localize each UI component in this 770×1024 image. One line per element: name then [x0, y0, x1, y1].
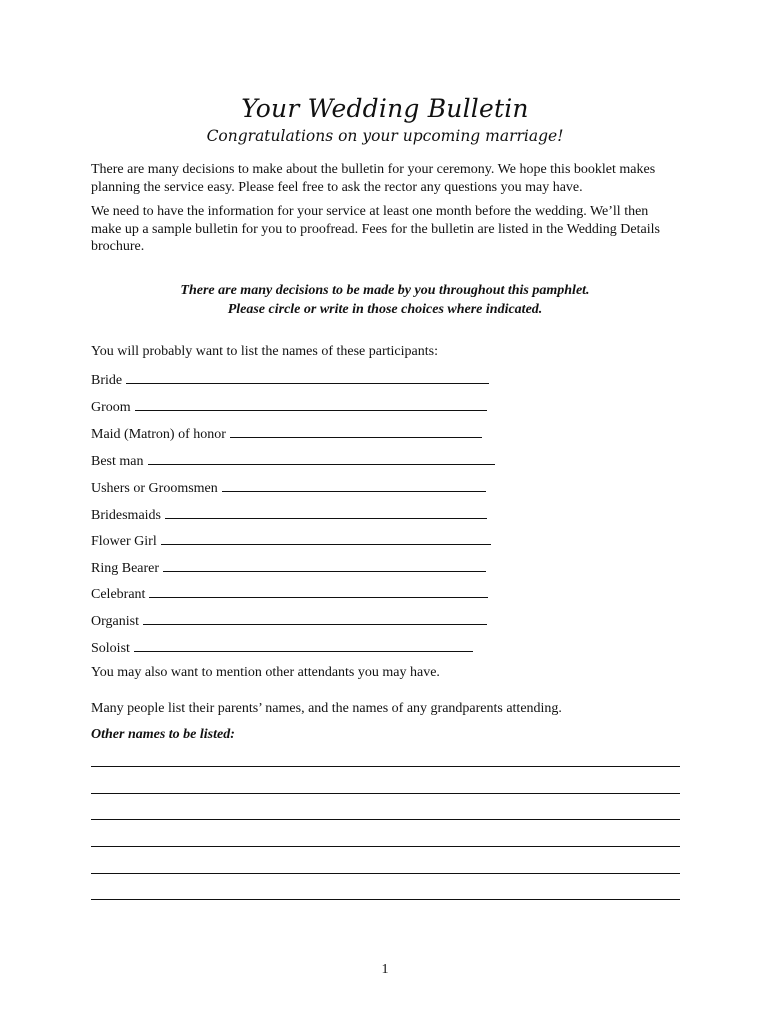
field-bride	[91, 370, 489, 390]
intro-paragraph: There are many decisions to make about the bulletin for your ceremony. We hope this booklet makes planning the service easy. Please feel free to ask the rector any questions you may have.	[91, 162, 656, 195]
field-label: Flower Girl	[91, 534, 157, 549]
field-best-man	[91, 451, 495, 471]
instruction-note	[0, 281, 770, 319]
page-number: 1	[381, 962, 389, 977]
other-names-line[interactable]	[91, 846, 680, 847]
page-title: Your Wedding Bulletin	[241, 94, 529, 123]
other-names-label: Other names to be listed:	[91, 727, 235, 742]
maid-of-honor-blank[interactable]	[230, 424, 482, 438]
flower-girl-blank[interactable]	[161, 531, 491, 545]
parents-note-text: Many people list their parents’ names, and the names of any grandparents attending.	[91, 701, 562, 716]
other-names-line[interactable]	[91, 899, 680, 900]
field-ushers	[91, 478, 486, 498]
other-names-line[interactable]	[91, 819, 680, 820]
page-subtitle: Congratulations on your upcoming marriage!	[206, 127, 564, 145]
field-label: Ushers or Groomsmen	[91, 481, 218, 496]
instruction-note-line-2: Please circle or write in those choices where indicated.	[227, 302, 543, 317]
bridesmaids-blank[interactable]	[165, 505, 487, 519]
field-ring-bearer	[91, 558, 486, 578]
best-man-blank[interactable]	[148, 451, 495, 465]
field-label: Organist	[91, 614, 139, 629]
field-label: Best man	[91, 454, 144, 469]
field-label: Bride	[91, 373, 123, 388]
other-names-line[interactable]	[91, 873, 680, 874]
groom-blank[interactable]	[135, 397, 487, 411]
bride-blank[interactable]	[126, 370, 489, 384]
field-maid-of-honor	[91, 424, 482, 444]
field-soloist	[91, 638, 473, 658]
soloist-blank[interactable]	[134, 638, 473, 652]
organist-blank[interactable]	[143, 611, 487, 625]
ring-bearer-blank[interactable]	[163, 558, 486, 572]
other-names-line[interactable]	[91, 793, 680, 794]
field-label: Celebrant	[91, 587, 146, 602]
participants-intro: You will probably want to list the names of these participants:	[91, 344, 438, 359]
other-attendants-text: You may also want to mention other attendants you may have.	[91, 665, 440, 680]
field-label: Maid (Matron) of honor	[91, 427, 226, 442]
celebrant-blank[interactable]	[149, 584, 488, 598]
instruction-note-line-1: There are many decisions to be made by you throughout this pamphlet.	[180, 283, 590, 298]
field-bridesmaids	[91, 505, 487, 525]
other-names-line[interactable]	[91, 766, 680, 767]
field-label: Bridesmaids	[91, 508, 161, 523]
field-flower-girl	[91, 531, 491, 551]
ushers-blank[interactable]	[222, 478, 486, 492]
deadline-paragraph: We need to have the information for your service at least one month before the wedding. We’ll then make up a sample bulletin for you to proofread. Fees for the bulletin are listed in the Wedding Details brochure.	[91, 204, 660, 254]
field-celebrant	[91, 584, 488, 604]
field-label: Groom	[91, 400, 131, 415]
field-label: Ring Bearer	[91, 561, 160, 576]
field-groom	[91, 397, 487, 417]
field-label: Soloist	[91, 641, 130, 656]
field-organist	[91, 611, 487, 631]
